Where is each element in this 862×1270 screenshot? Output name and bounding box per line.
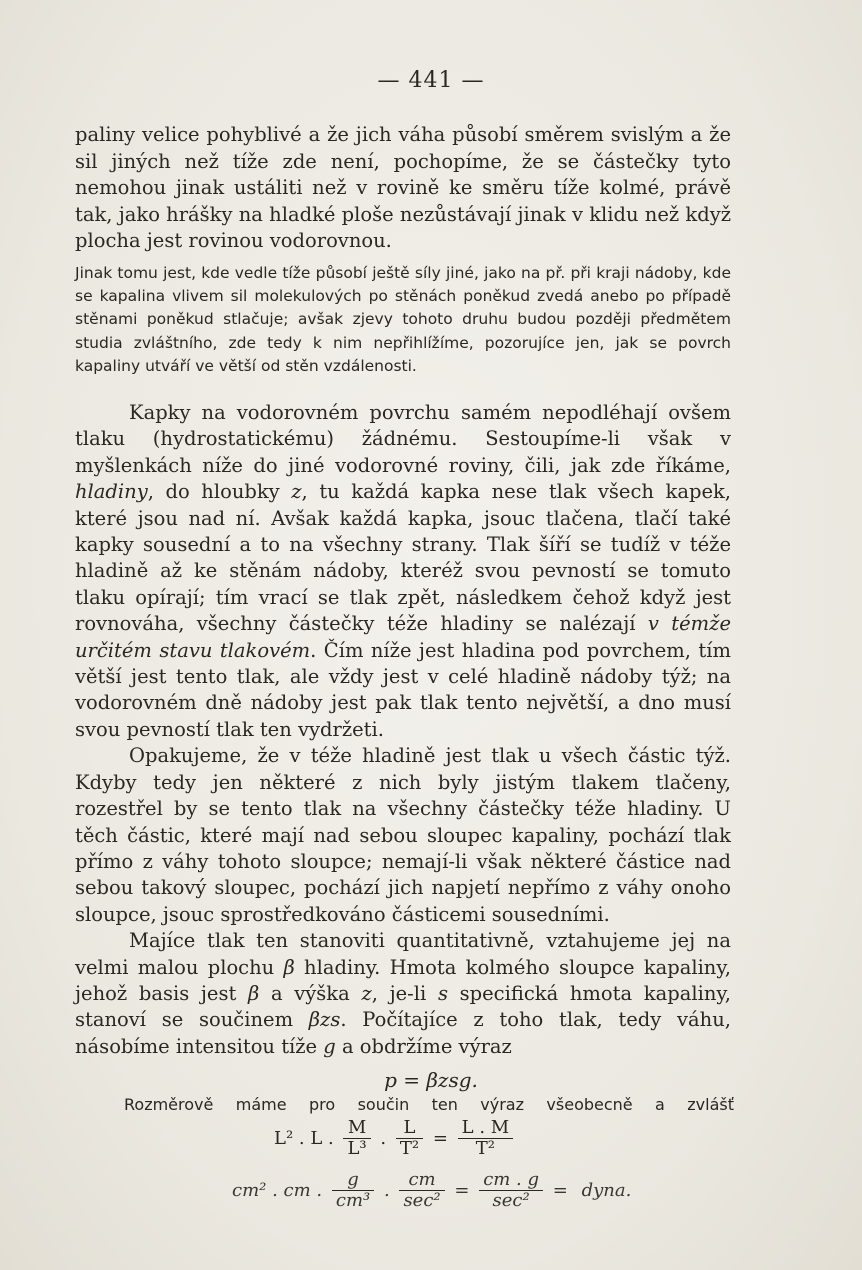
paragraph-1: paliny velice pohyblivé a že jich váha působí směrem svislým a že sil jiných než tíže zde není, pochopíme, že se částečky tyto nemohou jinak ustáliti než v rovině ke směru tíže kolmé, právě tak, jako hrášky na hladké ploše nezůstávají jinak v klidu než když plocha jest rovinou vodorovnou. (75, 123, 731, 252)
dimension-equation-2: cm² . cm . $\frac{g}{\text{cm³}}$ . $\frac{cm}{\text{sec²}}$ = $\frac{cm . g}{\text{sec²}}$ = dyna. (232, 1169, 632, 1211)
small-print-paragraph: Jinak tomu jest, kde vedle tíže působí ještě síly jiné, jako na př. při kraji nádoby, kde se kapalina vlivem sil molekulových po stěnách poněkud zvedá anebo po případě stěnami poněkud stlačuje; avšak zjevy tohoto druhu budou později předmětem studia zvláštního, zde tedy k nim nepřihlížíme, pozorujíce jen, jak se povrch kapaliny utváří ve větší od stěn vzdálenosti. (75, 264, 731, 375)
emphasis-tlakovy-stav: v témže určitém stavu tlakovém (75, 612, 731, 662)
paragraph-4: Majíce tlak ten stanoviti quantitativně, vztahujeme jej na velmi malou plochu β hladiny. Hmota kolmého sloupce kapaliny, jehož basis jest β a výška z, je-li s specifická hmota kapaliny, stanoví se součinem βzs. Počítajíce z toho tlak, tedy váhu, násobíme intensitou tíže g a obdržíme výraz (75, 929, 732, 1058)
paragraph-3: Opakujeme, že v téže hladině jest tlak u všech částic týž. Kdyby tedy jen některé z nich byly jistým tlakem tlačeny, rozestřel by se tento tlak na všechny částečky téže hladiny. U těch částic, které mají nad sebou sloupec kapaliny, pochází tlak přímo z váhy tohoto sloupce; nemají-li však některé částice nad sebou takový sloupec, pochází jich napjetí nepřímo z váhy onoho sloupce, jsouc sprostředkováno částicemi sousedními. (75, 744, 731, 926)
emphasis-hladiny: hladiny (75, 480, 148, 504)
paragraph-2: Kapky na vodorovném povrchu samém nepodléhají ovšem tlaku (hydrostatickému) žádnému. Sestoupíme-li však v myšlenkách níže do jiné vodorovné roviny, čili, jak zde říkáme, hladiny, do hloubky z, tu každá kapka nese tlak všech kapek, které jsou nad ní. Avšak každá kapka, jsouc tlačena, tlačí také kapky sousední a to na všechny strany. Tlak šíří se tudíž v téže hladině až ke stěnám nádoby, kteréž svou pevností se tomuto tlaku opírají; tím vrací se tlak zpět, následkem čehož když jest rovnováha, všechny částečky téže hladiny se nalézají v témže určitém stavu tlakovém. Čím níže jest hladina pod povrchem, tím větší jest tento tlak, ale vždy jest v celé hladině nádoby týž; na vodorovném dně nádoby jest pak tlak tento největší, a dno musí svou pevností tlak ten vydržeti. (75, 401, 731, 741)
emphasis-z: z (291, 480, 302, 504)
dimension-equation-1: L² . L . $\frac{M}{\text{L³}}$ . $\frac{L}{\text{T²}}$ = $\frac{L . M}{\text{T²}}$ (270, 1118, 513, 1159)
page-number: — 441 — (377, 68, 485, 93)
pressure-formula: p = βzsg. (384, 1068, 478, 1092)
main-text (75, 400, 731, 1060)
dimension-caption: Rozměrově máme pro součin ten výraz všeobecně a zvlášť (124, 1095, 734, 1114)
